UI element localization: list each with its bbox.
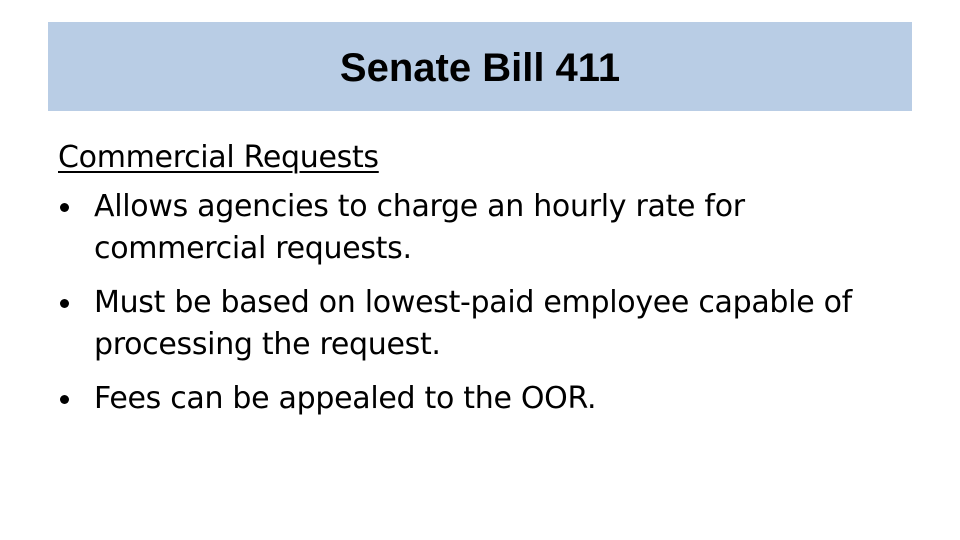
bullet-item — [58, 378, 918, 420]
bullet-item — [58, 186, 918, 270]
bullet-item — [58, 282, 918, 366]
bullet-list — [58, 186, 918, 420]
slide-title: Senate Bill 411 — [339, 45, 621, 90]
bullet-text: Must be based on lowest-paid employee capable of processing the request. — [94, 285, 852, 362]
slide-content — [58, 136, 918, 432]
bullet-dot-icon — [60, 299, 69, 308]
section-heading: Commercial Requests — [58, 140, 379, 175]
bullet-text: Fees can be appealed to the OOR. — [94, 381, 597, 416]
bullet-dot-icon — [60, 395, 69, 404]
title-bar — [48, 22, 912, 111]
bullet-dot-icon — [60, 203, 69, 212]
bullet-text: Allows agencies to charge an hourly rate for commercial requests. — [94, 189, 745, 266]
